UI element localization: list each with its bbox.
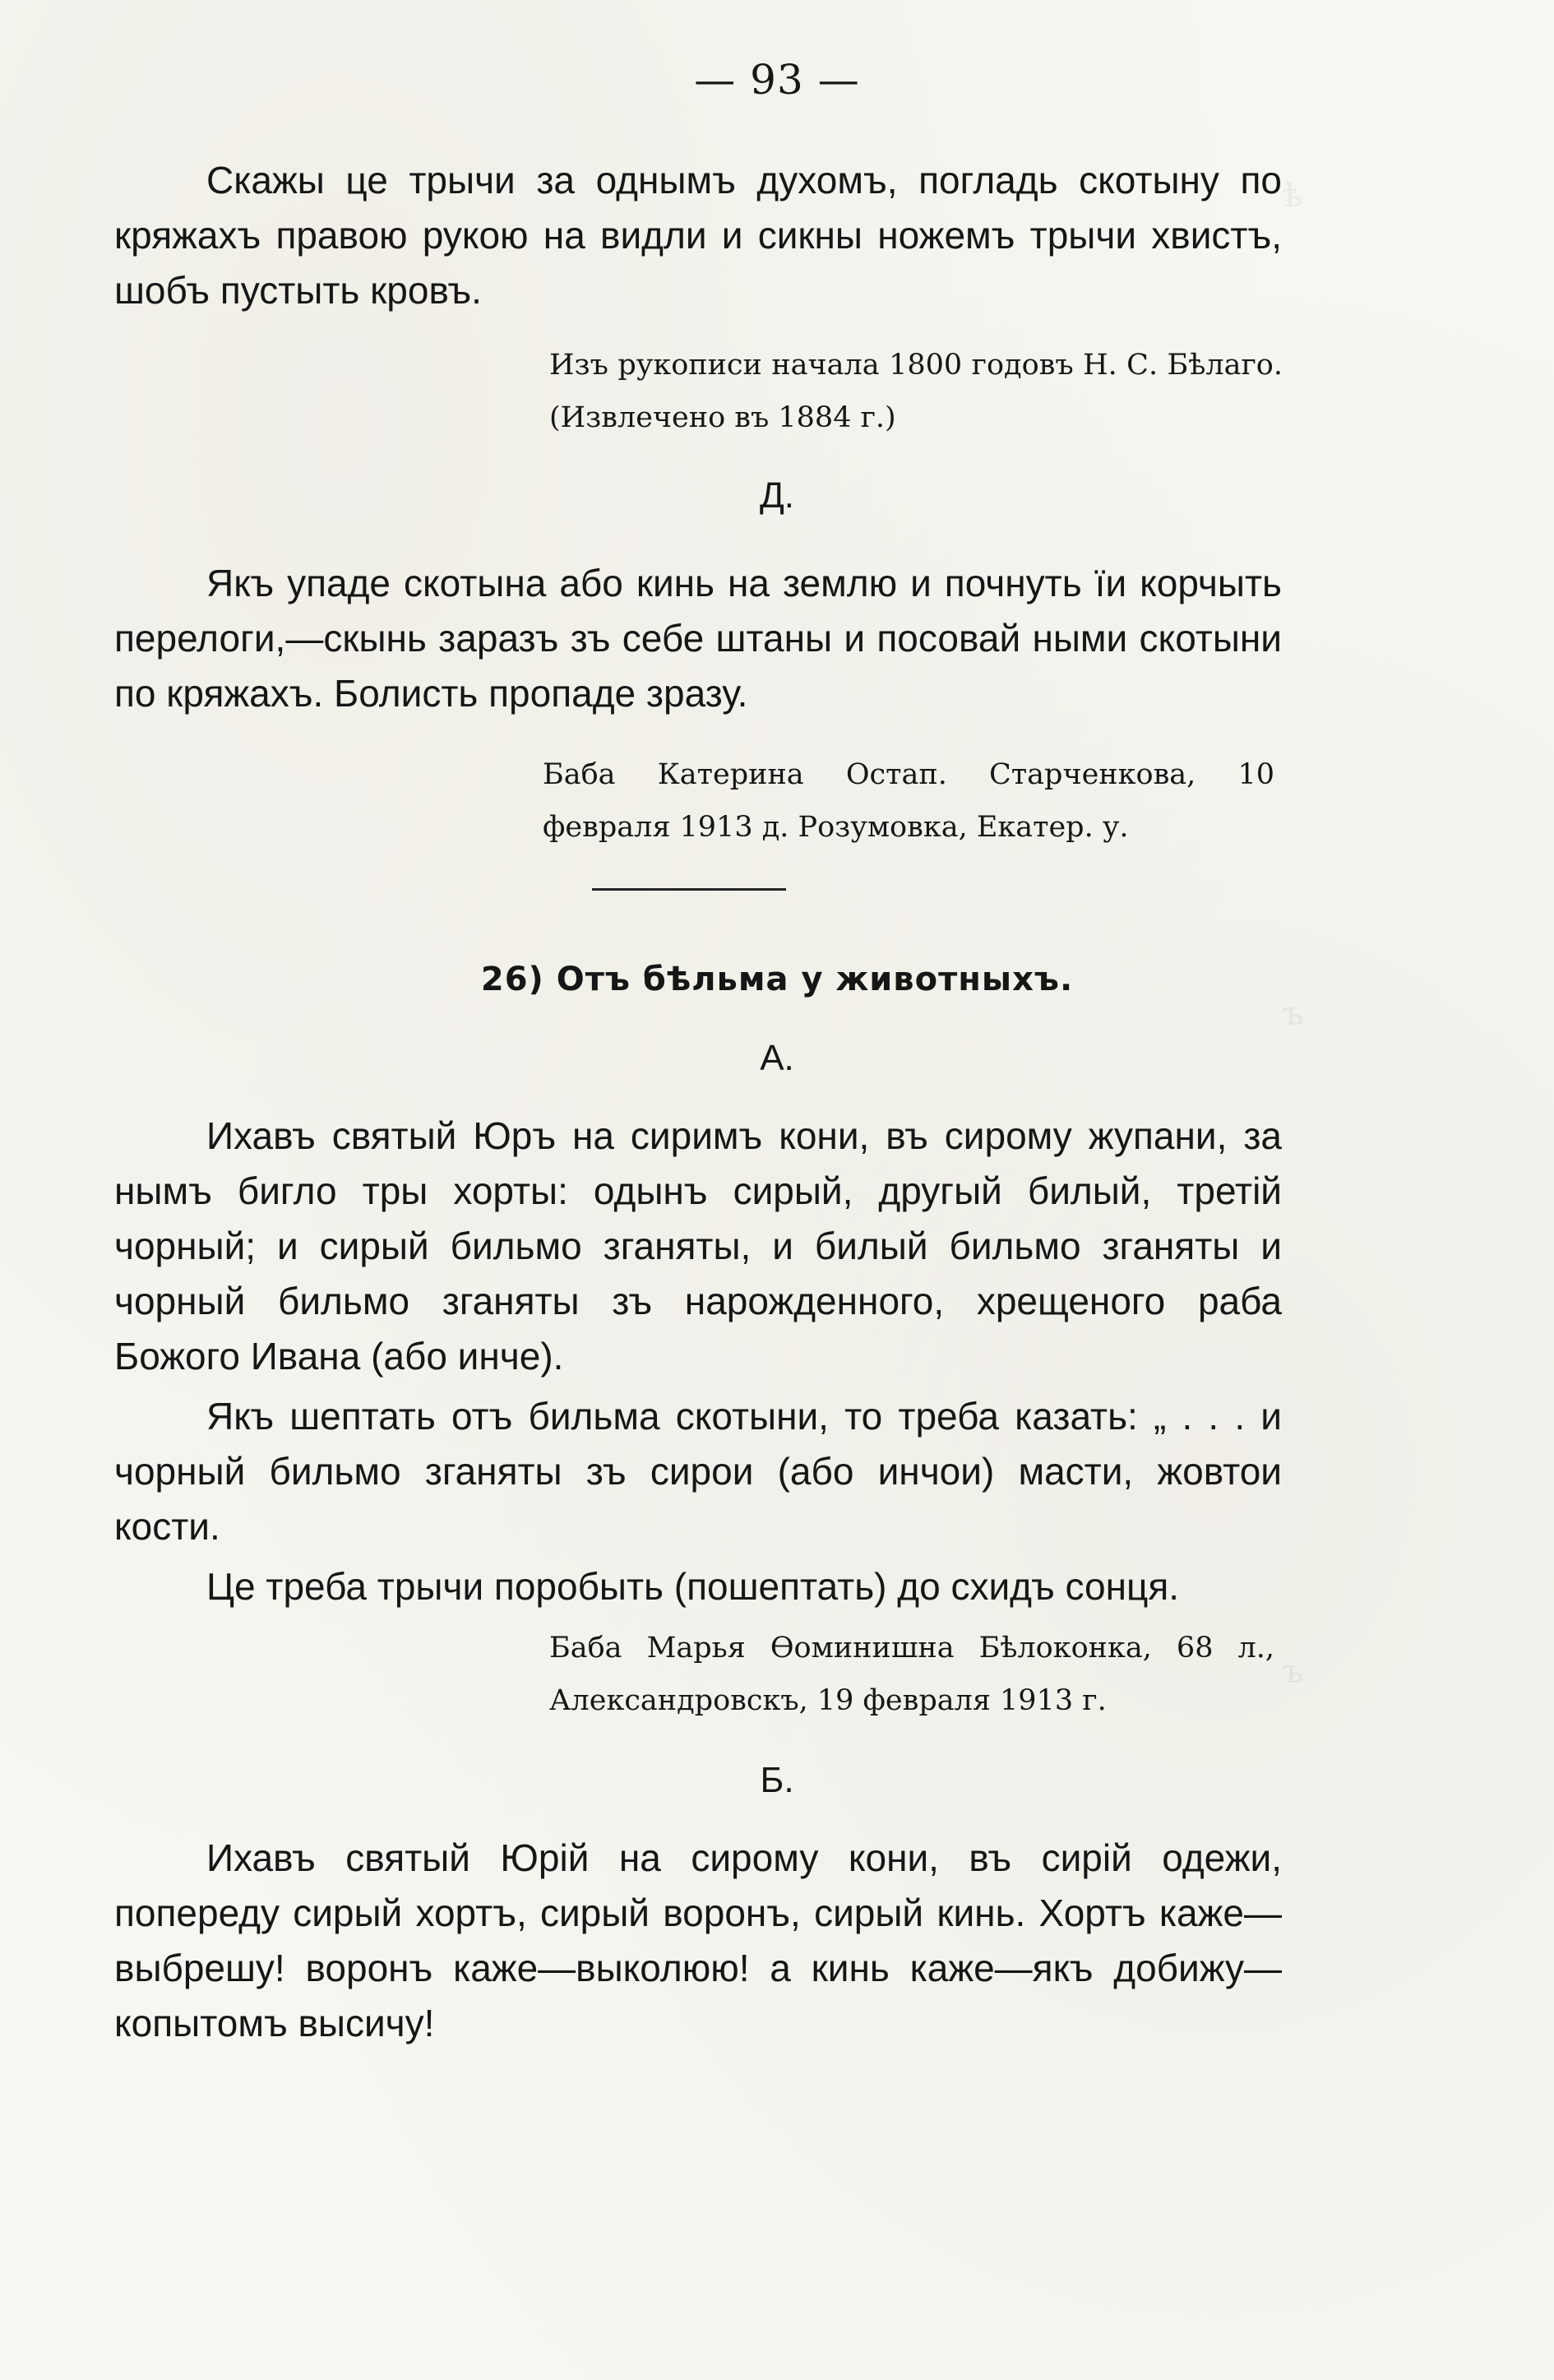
section-letter: Д. — [759, 475, 795, 516]
charm-text: Ихавъ святый Юръ на сиримъ кони, въ сирому жупани, за нымъ бигло тры хорты: одынъ сирый, другый билый, третій чорный; и сирый бильмо зганяты, и билый бильмо зганяты и чорный бильмо зганяты зъ нарожденного, хрещеного раба Божого Ивана (або инче). — [114, 1114, 1282, 1378]
page-number: — 93 — — [694, 56, 860, 104]
section-a — [114, 1109, 1282, 1614]
charm-text: Ихавъ святый Юрій на сирому кони, въ сирій одежи, попереду сирый хортъ, сирый воронъ, сирый кинь. Хортъ каже—выбрешу! воронъ каже—выколюю! а кинь каже—якъ добижу—копытомъ высичу! — [114, 1836, 1282, 2044]
section-letter: А. — [760, 1038, 794, 1078]
show-through-decoration: ъ — [1283, 995, 1304, 1033]
charm-text: Якъ упаде скотына або кинь на землю и почнуть їи корчыть перелоги,—скынь заразъ зъ себе штаны и посовай ными скотыни по кряжахъ. Болисть пропаде зразу. — [114, 562, 1282, 715]
section-b — [114, 1831, 1282, 2051]
instruction-text: Це треба трычи поробыть (пошептать) до схидъ сонця. — [206, 1565, 1180, 1608]
charm-text: Скажы це трычи за однымъ духомъ, погладь скотыну по кряжахъ правою рукою на видли и сикны ножемъ трычи хвистъ, шобъ пустыть кровъ. — [114, 159, 1282, 312]
section-letter: Б. — [760, 1760, 794, 1800]
source-attribution: Баба Катерина Остап. Старченкова, 10 февраля 1913 д. Розумовка, Екатер. у. — [543, 758, 1274, 844]
section-continuation — [114, 153, 1282, 318]
chapter-title: 26) Отъ бѣльма у животныхъ. — [480, 961, 1074, 998]
show-through-decoration: ъ — [1283, 1653, 1304, 1691]
instruction-text: Якъ шептать отъ бильма скотыни, то треба казать: „ . . . и чорный бильмо зганяты зъ сирои (або инчои) масти, жовтои кости. — [114, 1395, 1282, 1548]
section-divider — [592, 888, 786, 891]
source-attribution: Изъ рукописи начала 1800 годовъ Н. С. Бѣлаго. (Извлечено въ 1884 г.) — [549, 349, 1283, 434]
section-d — [114, 556, 1282, 721]
source-attribution: Баба Марья Ѳоминишна Бѣлоконка, 68 л., Александровскъ, 19 февраля 1913 г. — [549, 1632, 1274, 1717]
show-through-decoration: ѣ — [1283, 177, 1303, 215]
